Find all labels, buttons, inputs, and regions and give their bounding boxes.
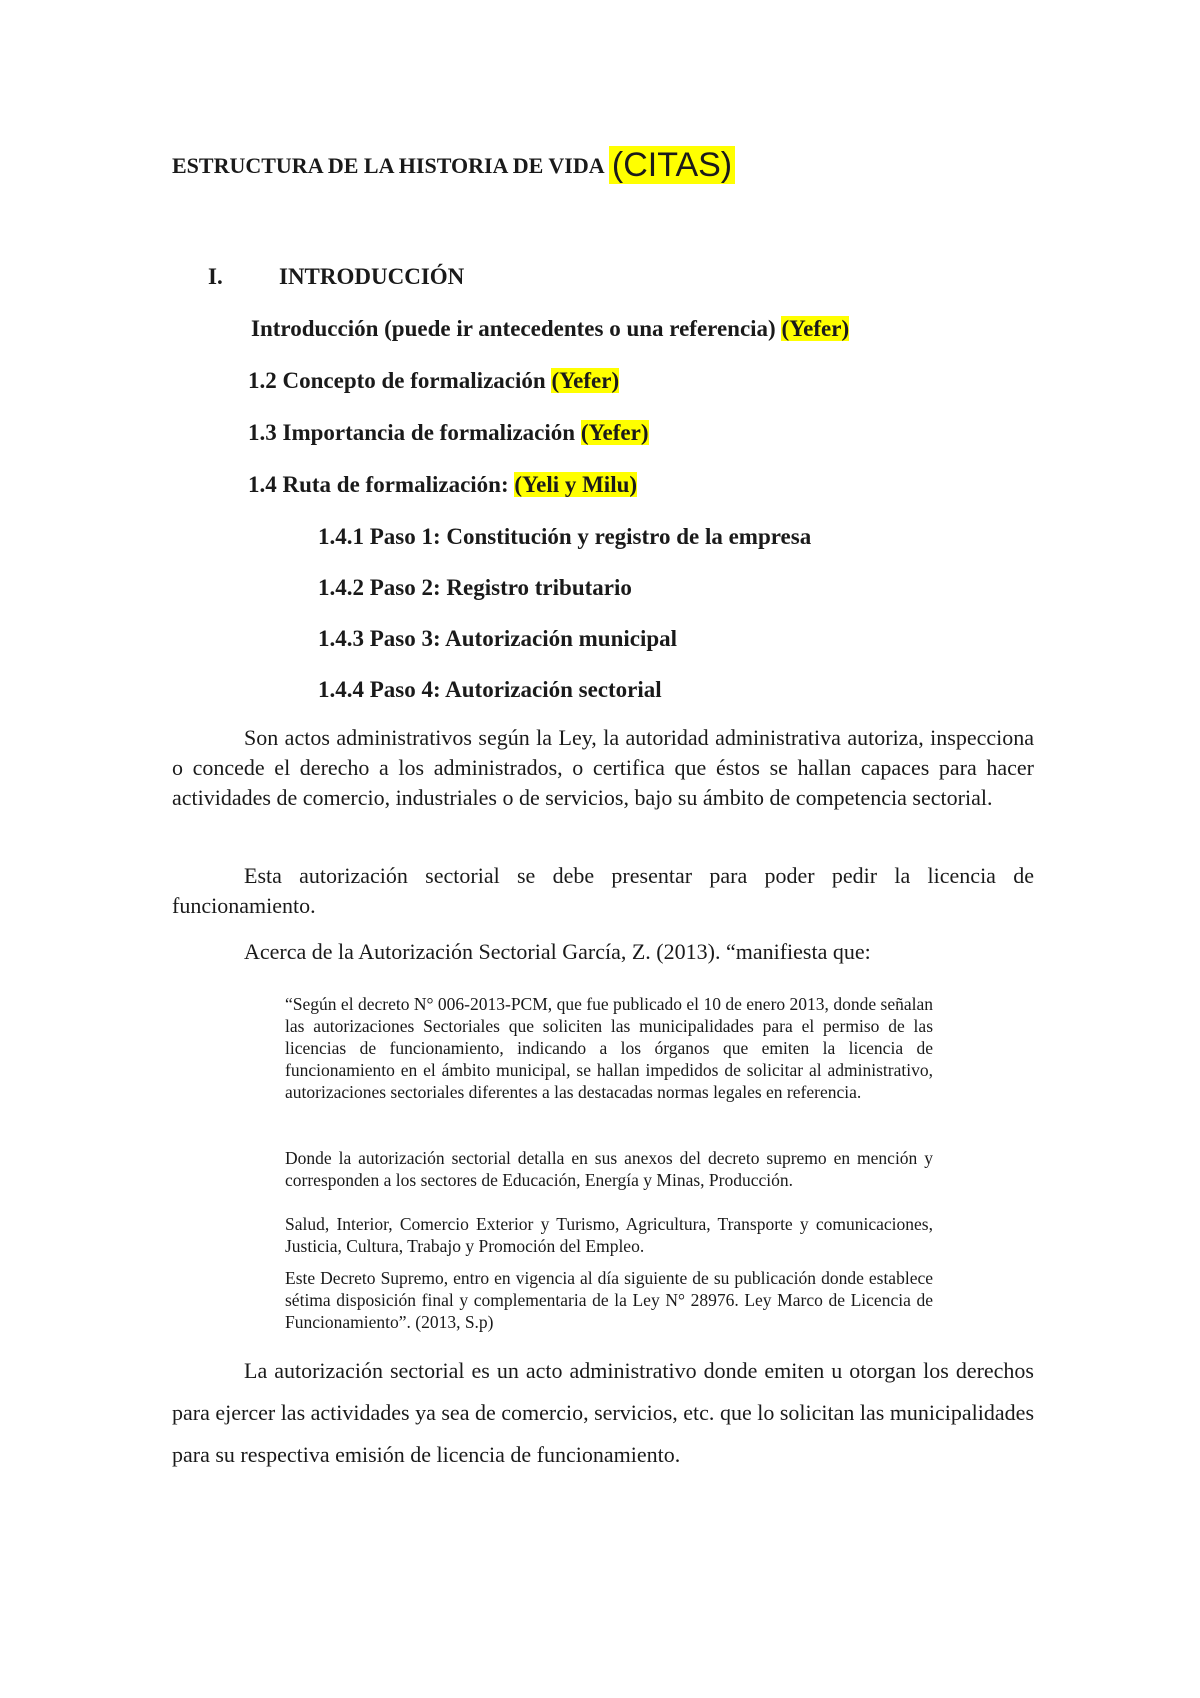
quote-paragraph-3: Este Decreto Supremo, entro en vigencia al día siguiente de su publicación donde establece sétima disposición final y complementaria de la Ley N° 28976. Ley Marco de Licencia de Funcionamiento”. (2013, S.p) — [285, 1268, 933, 1332]
paragraph-actos-administrativos: Son actos administrativos según la Ley, la autoridad administrativa autoriza, inspecciona o concede el derecho a los administrados, o certifica que éstos se hallan capaces para hacer actividades de comercio, industriales o de servicios, bajo su ámbito de competencia sectorial. — [172, 725, 1034, 810]
closing-paragraph: La autorización sectorial es un acto administrativo donde emiten u otorgan los derechos para ejercer las actividades ya sea de comercio, servicios, etc. que lo solicitan las municipalidades para su respectiva emisión de licencia de funcionamiento. — [172, 1358, 1034, 1467]
document-title — [172, 146, 735, 185]
subheading-paso-1: 1.4.1 Paso 1: Constitución y registro de la empresa — [318, 524, 812, 549]
subheading-paso-4: 1.4.4 Paso 4: Autorización sectorial — [318, 677, 662, 702]
heading-text: Introducción (puede ir antecedentes o una referencia) — [251, 316, 776, 341]
subheading-paso-2: 1.4.2 Paso 2: Registro tributario — [318, 575, 632, 600]
quote-paragraph-2a: Donde la autorización sectorial detalla en sus anexos del decreto supremo en mención y corresponden a los sectores de Educación, Energía y Minas, Producción. — [285, 1148, 933, 1190]
heading-introduccion — [251, 316, 849, 342]
heading-text: 1.4 Ruta de formalización: — [248, 472, 509, 497]
title-main: ESTRUCTURA DE LA HISTORIA DE VIDA — [172, 153, 604, 178]
title-highlight: (CITAS) — [609, 146, 735, 184]
heading-text: 1.3 Importancia de formalización — [248, 420, 576, 445]
heading-tag: (Yeli y Milu) — [514, 472, 638, 497]
quote-paragraph-2b: Salud, Interior, Comercio Exterior y Turismo, Agricultura, Transporte y comunicaciones, Justicia, Cultura, Trabajo y Promoción del Empleo. — [285, 1214, 933, 1256]
paragraph-acerca: Acerca de la Autorización Sectorial García, Z. (2013). “manifiesta que: — [244, 939, 871, 964]
section-title: INTRODUCCIÓN — [279, 264, 465, 289]
paragraph-autorizacion-sectorial: Esta autorización sectorial se debe presentar para poder pedir la licencia de funcionamiento. — [172, 863, 1034, 918]
heading-importancia — [248, 420, 649, 446]
heading-concepto — [248, 368, 619, 394]
heading-tag: (Yefer) — [551, 368, 620, 393]
subheading-paso-3: 1.4.3 Paso 3: Autorización municipal — [318, 626, 678, 651]
section-number: I. — [208, 264, 223, 289]
heading-tag: (Yefer) — [781, 316, 850, 341]
heading-text: 1.2 Concepto de formalización — [248, 368, 546, 393]
heading-ruta — [248, 472, 637, 498]
heading-tag: (Yefer) — [580, 420, 649, 445]
quote-paragraph-1: “Según el decreto N° 006-2013-PCM, que fue publicado el 10 de enero 2013, donde señalan las autorizaciones Sectoriales que soliciten las municipalidades para el permiso de las licencias de funcionamiento, indicando a los órganos que emiten la licencia de funcionamiento en el ámbito municipal, se hallan impedidos de solicitar al administrativo, autorizaciones sectoriales diferentes a las destacadas normas legales en referencia. — [285, 994, 933, 1102]
